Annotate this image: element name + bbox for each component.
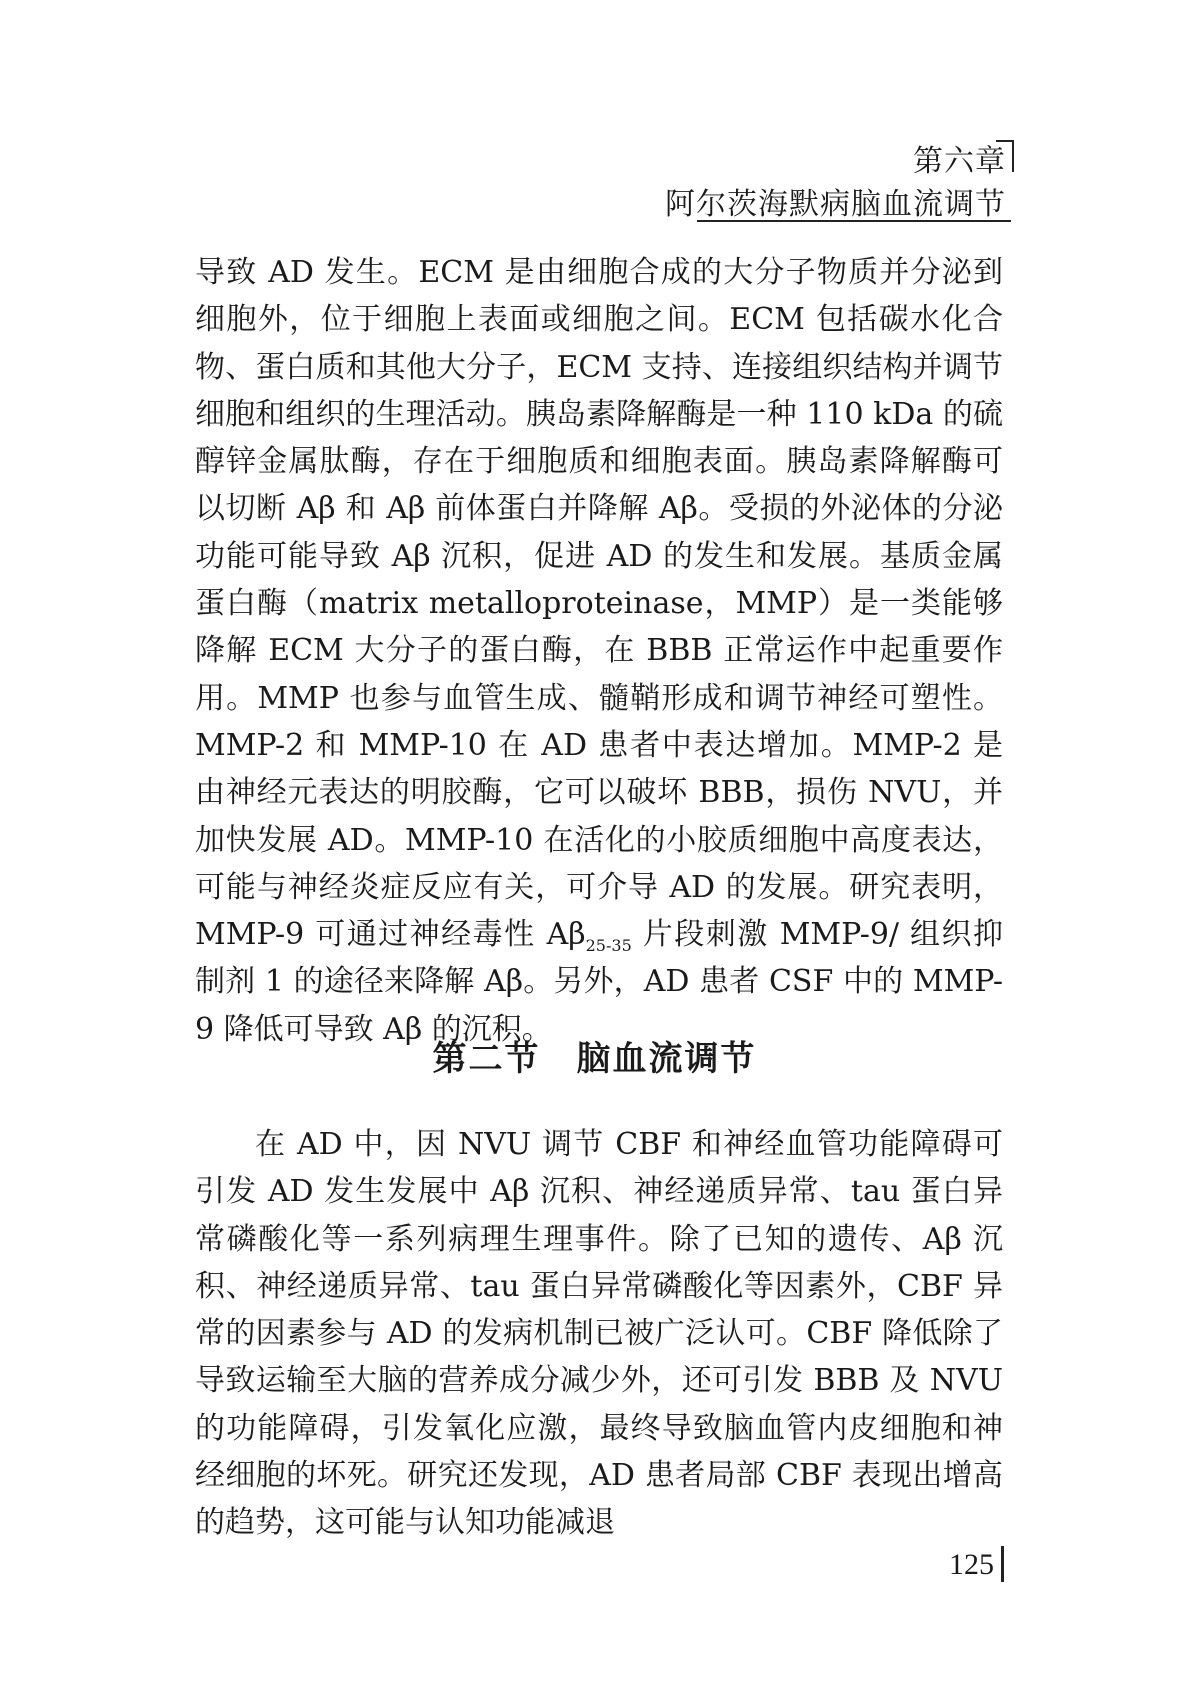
chapter-title: 阿尔茨海默病脑血流调节: [665, 187, 1006, 222]
header-rule: [697, 220, 1011, 222]
chapter-label: 第六章: [913, 144, 1006, 179]
body-paragraph-1: [195, 249, 1003, 1053]
paragraph-1-text-continued: 片段刺激 MMP-9/ 组织抑制剂 1 的途径来降解 Aβ。另外，AD 患者 CSF 中的 MMP-9 降低可导致 Aβ 的沉积。: [195, 917, 1003, 1047]
page-number: 125: [949, 1548, 994, 1581]
header-corner-mark: [996, 140, 1014, 172]
running-head: [665, 140, 1006, 226]
page-number-bar: [1001, 1546, 1004, 1582]
paragraph-1-text: 导致 AD 发生。ECM 是由细胞合成的大分子物质并分泌到细胞外，位于细胞上表面或细胞之间。ECM 包括碳水化合物、蛋白质和其他大分子，ECM 支持、连接组织结构并调节细胞和组织的生理活动。胰岛素降解酶是一种 110 kDa 的硫醇锌金属肽酶，存在于细胞质和细胞表面。胰岛素降解酶可以切断 Aβ 和 Aβ 前体蛋白并降解 Aβ。受损的外泌体的分泌功能可能导致 Aβ 沉积，促进 AD 的发生和发展。基质金属蛋白酶（matrix metalloproteinase，MMP）是一类能够降解 ECM 大分子的蛋白酶，在 BBB 正常运作中起重要作用。MMP 也参与血管生成、髓鞘形成和调节神经可塑性。MMP-2 和 MMP-10 在 AD 患者中表达增加。MMP-2 是由神经元表达的明胶酶，它可以破坏 BBB，损伤 NVU，并加快发展 AD。MMP-10 在活化的小胶质细胞中高度表达，可能与神经炎症反应有关，可介导 AD 的发展。研究表明，MMP-9 可通过神经毒性 Aβ: [195, 255, 1003, 953]
body-paragraph-2: 在 AD 中，因 NVU 调节 CBF 和神经血管功能障碍可引发 AD 发生发展中 Aβ 沉积、神经递质异常、tau 蛋白异常磷酸化等一系列病理生理事件。除了已知的遗传、Aβ 沉积、神经递质异常、tau 蛋白异常磷酸化等因素外，CBF 异常的因素参与 AD 的发病机制已被广泛认可。CBF 降低除了导致运输至大脑的营养成分减少外，还可引发 BBB 及 NVU 的功能障碍，引发氧化应激，最终导致脑血管内皮细胞和神经细胞的坏死。研究还发现，AD 患者局部 CBF 表现出增高的趋势，这可能与认知功能减退: [195, 1127, 1003, 1541]
abeta-subscript: 25-35: [585, 936, 632, 956]
section-heading: 第二节 脑血流调节: [432, 1039, 757, 1079]
